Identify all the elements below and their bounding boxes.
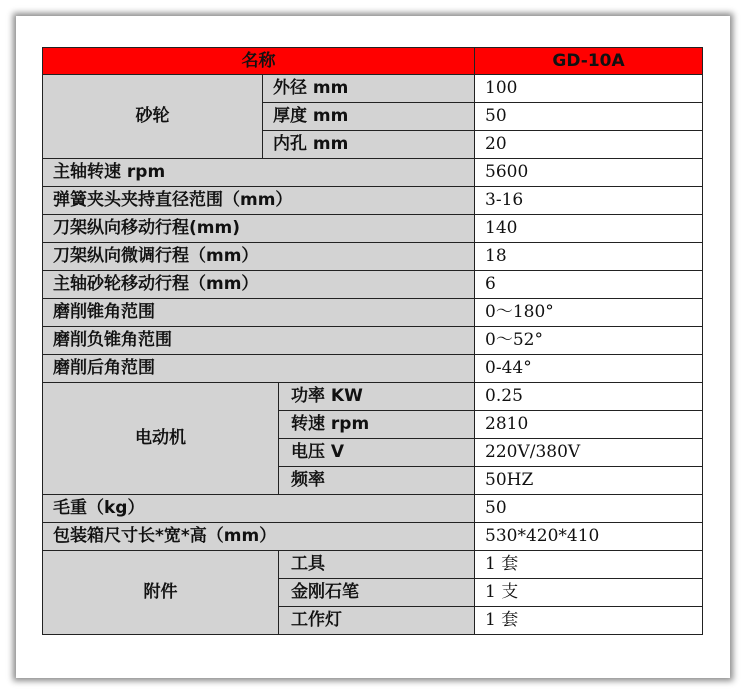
row-label: 功率 KW	[279, 383, 475, 411]
row-label: 主轴砂轮移动行程（mm）	[43, 271, 475, 299]
table-row	[43, 299, 703, 327]
row-label: 刀架纵向移动行程(mm)	[43, 215, 475, 243]
row-label: 磨削锥角范围	[43, 299, 475, 327]
row-value: 1 套	[475, 607, 703, 635]
table-row	[43, 383, 703, 411]
table-row	[43, 355, 703, 383]
spec-table	[42, 47, 703, 635]
row-value: 3-16	[475, 187, 703, 215]
row-value: 1 套	[475, 551, 703, 579]
row-label: 频率	[279, 467, 475, 495]
grinding-wheel-label: 砂轮	[43, 75, 263, 159]
table-row	[43, 159, 703, 187]
table-header-row	[43, 48, 703, 75]
table-row	[43, 495, 703, 523]
table-row	[43, 551, 703, 579]
table-row	[43, 75, 703, 103]
row-value: 50HZ	[475, 467, 703, 495]
table-row	[43, 327, 703, 355]
row-value: 140	[475, 215, 703, 243]
row-label: 主轴转速 rpm	[43, 159, 475, 187]
row-label: 电压 V	[279, 439, 475, 467]
row-value: 20	[475, 131, 703, 159]
table-row	[43, 215, 703, 243]
row-value: 5600	[475, 159, 703, 187]
row-label: 磨削后角范围	[43, 355, 475, 383]
row-label: 外径 mm	[263, 75, 475, 103]
row-value: 2810	[475, 411, 703, 439]
row-value: 0～180°	[475, 299, 703, 327]
row-label: 弹簧夹头夹持直径范围（mm）	[43, 187, 475, 215]
row-label: 内孔 mm	[263, 131, 475, 159]
row-value: 530*420*410	[475, 523, 703, 551]
accessories-label: 附件	[43, 551, 279, 635]
motor-label: 电动机	[43, 383, 279, 495]
row-label: 工具	[279, 551, 475, 579]
row-value: 50	[475, 103, 703, 131]
row-value: 0.25	[475, 383, 703, 411]
row-label: 金刚石笔	[279, 579, 475, 607]
row-value: 6	[475, 271, 703, 299]
row-label: 刀架纵向微调行程（mm）	[43, 243, 475, 271]
row-value: 1 支	[475, 579, 703, 607]
row-label: 工作灯	[279, 607, 475, 635]
row-label: 毛重（kg）	[43, 495, 475, 523]
row-value: 0～52°	[475, 327, 703, 355]
table-row	[43, 271, 703, 299]
row-value: 18	[475, 243, 703, 271]
header-name-label: 名称	[43, 48, 475, 75]
row-label: 磨削负锥角范围	[43, 327, 475, 355]
row-value: 220V/380V	[475, 439, 703, 467]
table-row	[43, 187, 703, 215]
row-value: 100	[475, 75, 703, 103]
row-label: 厚度 mm	[263, 103, 475, 131]
row-label: 转速 rpm	[279, 411, 475, 439]
row-value: 50	[475, 495, 703, 523]
table-row	[43, 523, 703, 551]
row-label: 包装箱尺寸长*宽*高（mm）	[43, 523, 475, 551]
row-value: 0-44°	[475, 355, 703, 383]
table-row	[43, 243, 703, 271]
header-model: GD-10A	[475, 48, 703, 75]
